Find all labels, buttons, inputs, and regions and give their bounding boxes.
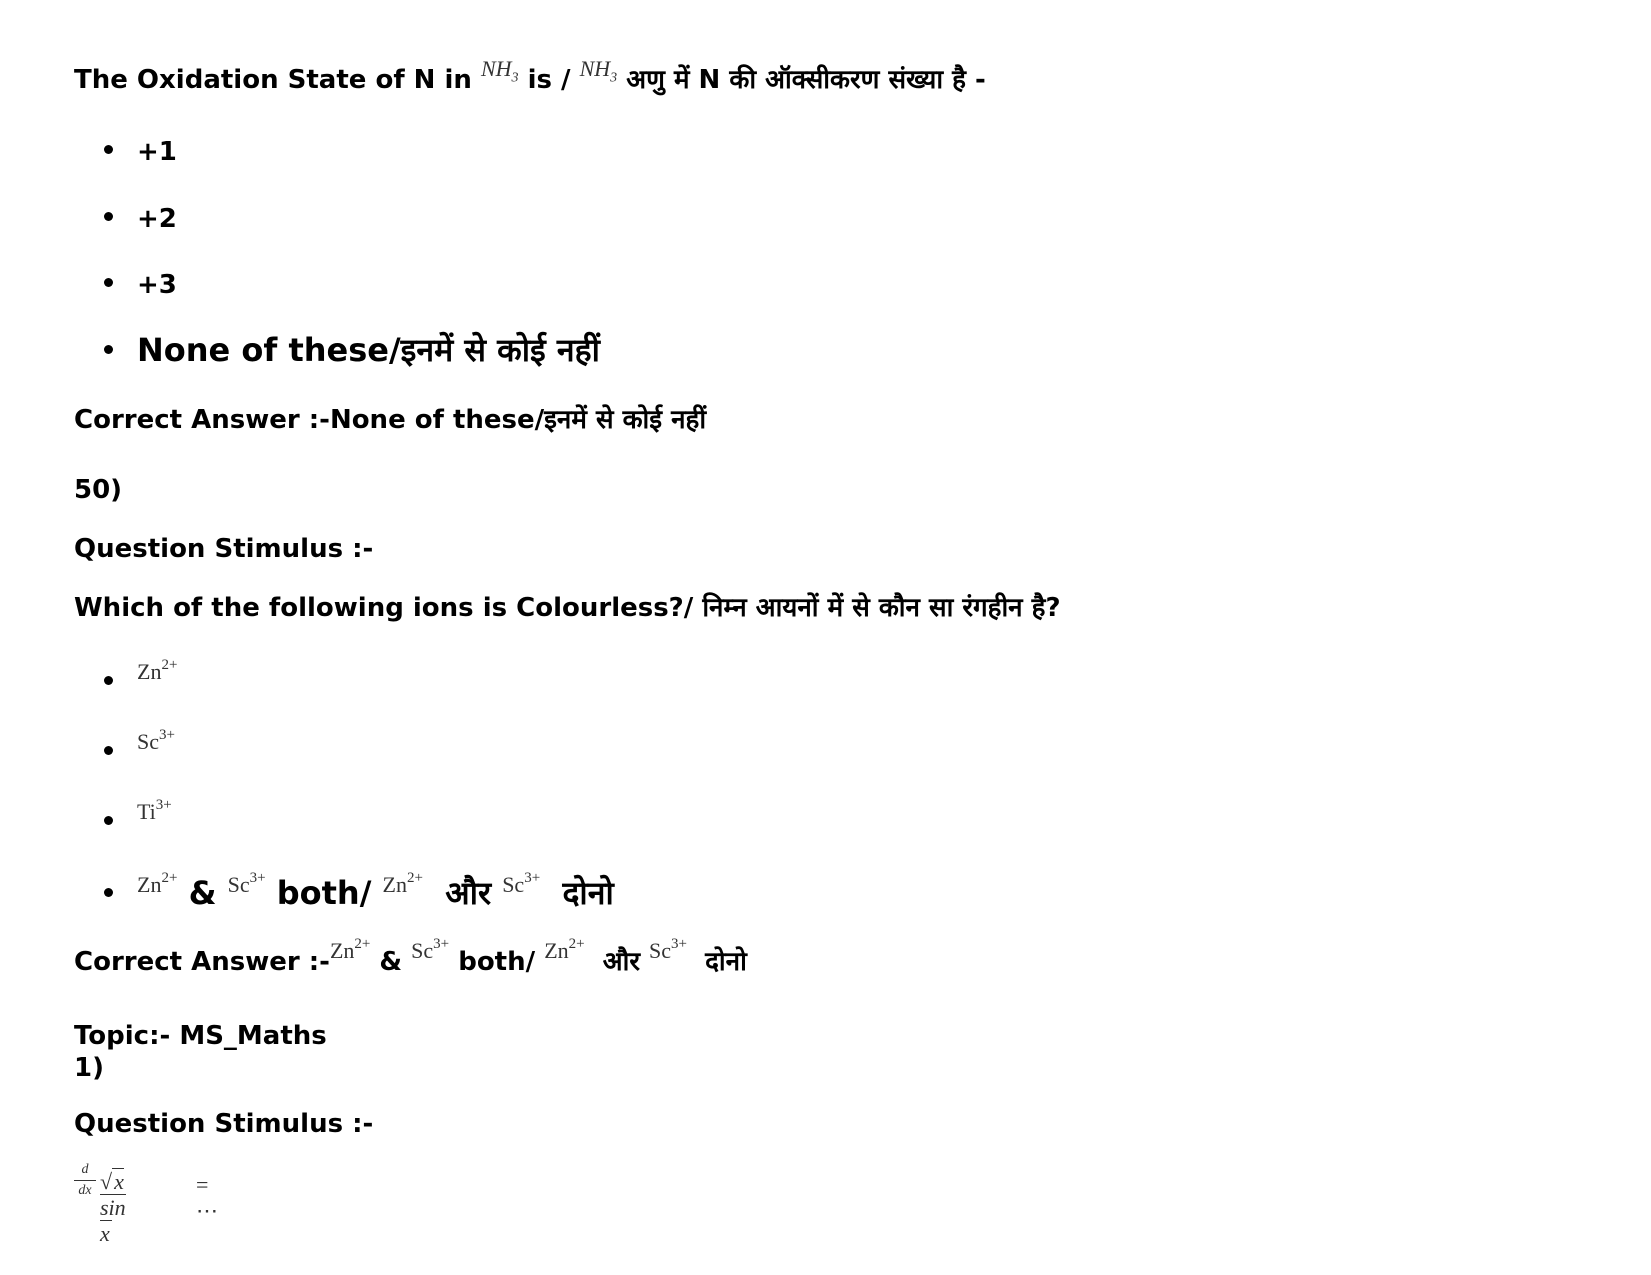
q49-option-3: +3 (104, 268, 177, 302)
sc-ion: Sc3+ (137, 726, 175, 754)
sc-ion: Sc3+ (227, 869, 266, 897)
topic-label: Topic:- MS_Maths (74, 1021, 327, 1051)
bullet-icon (104, 278, 113, 287)
square-root: √x sin x (100, 1169, 126, 1246)
zn-ion: Zn2+ (382, 869, 423, 897)
zn-ion: Zn2+ (137, 869, 178, 897)
equals-ellipsis: = ⋯ (196, 1172, 218, 1223)
q50-option-1 (104, 656, 178, 701)
bullet-icon (104, 345, 113, 354)
q49-option-2: +2 (104, 202, 177, 236)
sc-ion: Sc3+ (411, 935, 450, 963)
q49-prompt-hindi: अणु में N की ऑक्सीकरण संख्या है - (626, 65, 986, 95)
topic-question-number: 1) (74, 1053, 104, 1083)
zn-ion: Zn2+ (544, 935, 585, 963)
q49-option-4: None of these/इनमें से कोई नहीं (104, 333, 600, 367)
bullet-icon (104, 746, 113, 755)
sc-ion: Sc3+ (502, 869, 541, 897)
bullet-icon (104, 676, 113, 685)
q50-stimulus-label: Question Stimulus :- (74, 534, 374, 564)
bullet-icon (104, 888, 113, 897)
q49-prompt-part2: is / (527, 65, 571, 95)
nh3-formula: NH3 (480, 56, 519, 86)
q50-option-2 (104, 726, 175, 771)
topic-stimulus-label: Question Stimulus :- (74, 1109, 374, 1139)
nh3-formula-2: NH3 (579, 56, 618, 86)
q49-prompt (74, 56, 986, 106)
sc-ion: Sc3+ (649, 935, 687, 963)
zn-ion: Zn2+ (329, 935, 371, 963)
q50-number: 50) (74, 475, 123, 505)
ti-ion: Ti3+ (137, 796, 172, 824)
bullet-icon (104, 145, 113, 154)
bullet-icon (104, 212, 113, 221)
q50-option-3 (104, 796, 172, 841)
zn-ion: Zn2+ (137, 656, 178, 684)
bullet-icon (104, 816, 113, 825)
q49-prompt-part1: The Oxidation State of N in (74, 65, 472, 95)
q50-option-4: $^{Zn^{2+}}$ & $^{Sc^{3+}}$ both/ $^{Zn^{2+}}$ और $^{Sc^{3+}}$ दोनो (104, 876, 614, 914)
q50-correct-answer: Correct Answer :-$^{Zn^{2+}}$ & $^{Sc^{3+}}$ both/ $^{Zn^{2+}}$ और $^{Sc^{3+}}$ दोनो (74, 935, 747, 977)
q49-option-1: +1 (104, 135, 177, 169)
q50-prompt: Which of the following ions is Colourless?/ निम्न आयनों में से कौन सा रंगहीन है? (74, 593, 1061, 623)
derivative-fraction: d dx (74, 1162, 96, 1199)
q49-correct-answer: Correct Answer :-None of these/इनमें से कोई नहीं (74, 405, 707, 435)
